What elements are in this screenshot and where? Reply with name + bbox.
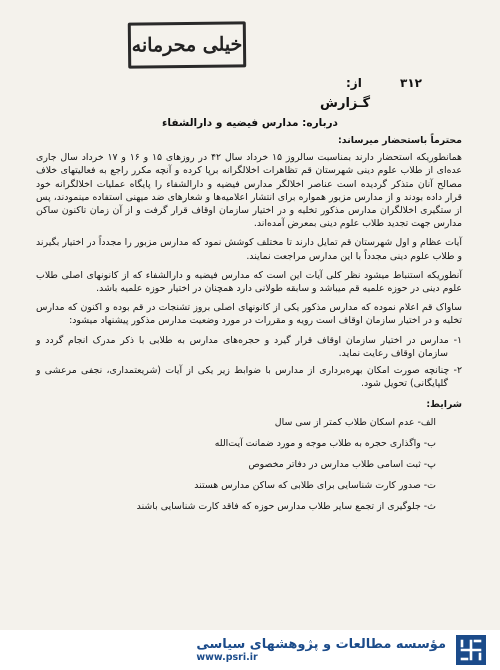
footer-text bbox=[196, 637, 446, 663]
reference-number: ۳۱۲ bbox=[400, 76, 422, 90]
salutation: محترماً باستحضار میرساند: bbox=[338, 135, 462, 146]
classification-stamp: خیلی محرمانه bbox=[128, 21, 246, 68]
conditions-header: شرایط: bbox=[426, 399, 462, 411]
footer-watermark bbox=[0, 630, 500, 670]
condition-item: ت- صدور کارت شناسایی برای طلابی که ساکن مدارس هستند bbox=[194, 480, 436, 492]
condition-item: الف- عدم اسکان طلاب کمتر از سی سال bbox=[274, 416, 436, 428]
institute-name: مؤسسه مطالعات و پژوهشهای سیاسی bbox=[196, 637, 446, 652]
document-subject: درباره: مدارس فیضیه و دارالشفاء bbox=[162, 117, 338, 129]
conditions-list bbox=[36, 416, 462, 514]
document-body bbox=[36, 134, 462, 522]
psri-logo-icon bbox=[456, 635, 486, 665]
from-label: از: bbox=[346, 76, 362, 90]
condition-item: ب- واگذاری حجره به طلاب موجه و مورد ضمانت آیت‌الله bbox=[214, 437, 436, 449]
reference-line bbox=[346, 76, 422, 90]
institute-url: www.psri.ir bbox=[196, 652, 258, 663]
paragraph: ساواک قم اعلام نموده که مدارس مذکور یکی از کانونهای اصلی بروز تشنجات در قم بوده و اکنون که مدارس تخلیه و در اختیار سازمان اوقاف است رویه و مقررات در مورد وضعیت مدارس مذکور پیشنهاد میشود: bbox=[36, 302, 462, 327]
paragraph: آیات عظام و اول شهرستان قم تمایل دارند تا مختلف کوشش نمود که مدارس مزبور را مجدداً در اختیار بگیرند و طلاب علوم دینی مجدداً با این مدارس مراجعت نمایند. bbox=[36, 237, 462, 262]
list-item: ۱- مدارس در اختیار سازمان اوقاف قرار گیرد و حجره‌های مدارس به طلابی با ذکر مدرک انجام گردد و سازمان اوقاف رعایت نماید. bbox=[36, 334, 462, 359]
paragraph: آنطوریکه استنباط میشود نظر کلی آیات این است که مدارس فیضیه و دارالشفاء که از کانونهای اصلی طلاب علوم دینی در حوزه علمیه قم میباشد و سابقه طولانی دارد همچنان در اختیار حوزه علمیه باشد. bbox=[36, 269, 462, 295]
logo-glyph-icon bbox=[459, 638, 483, 662]
condition-item: ث- جلوگیری از تجمع سایر طلاب مدارس حوزه که فاقد کارت شناسایی باشند bbox=[136, 501, 436, 513]
condition-item: پ- ثبت اسامی طلاب مدارس در دفاتر مخصوص bbox=[248, 459, 436, 471]
paragraph: همانطوریکه استحضار دارند بمناسبت سالروز ۱۵ خرداد سال ۴۲ در روزهای ۱۵ و ۱۶ و ۱۷ خرداد سال جاری عده‌ای از طلاب علوم دینی شهرستان قم تظاهرات اخلالگرانه برپا کرده و آنچه مکرر راجع به فعالیتهای خلاف مصالح آنان متذکر گردیده است عناصر اخلالگر مدارس فیضیه و دارالشفاء را پایگاه عملیات اخلالگرانه خود قرار داده بودند و از مدارس مزبور همواره برای انتشار اعلامیه‌ها و شعارهای ضد میهنی استفاده مینمودند، پس از ستگیری اخلالگران مدارس مذکور تخلیه و در اختیار سازمان اوقاف قرار گرفت و از آن زمان تاکنون ساکن مدارس جهت تجدید طلاب علوم دینی بمعرض آمده‌اند. bbox=[36, 152, 462, 230]
document-title: گـزارش bbox=[320, 96, 370, 111]
list-item: ۲- چنانچه صورت امکان بهره‌برداری از مدارس با ضوابط زیر یکی از آیات (شریعتمداری، نجفی مرعشی و گلپایگانی) تحویل شود. bbox=[36, 365, 462, 390]
proposal-list bbox=[36, 334, 462, 391]
